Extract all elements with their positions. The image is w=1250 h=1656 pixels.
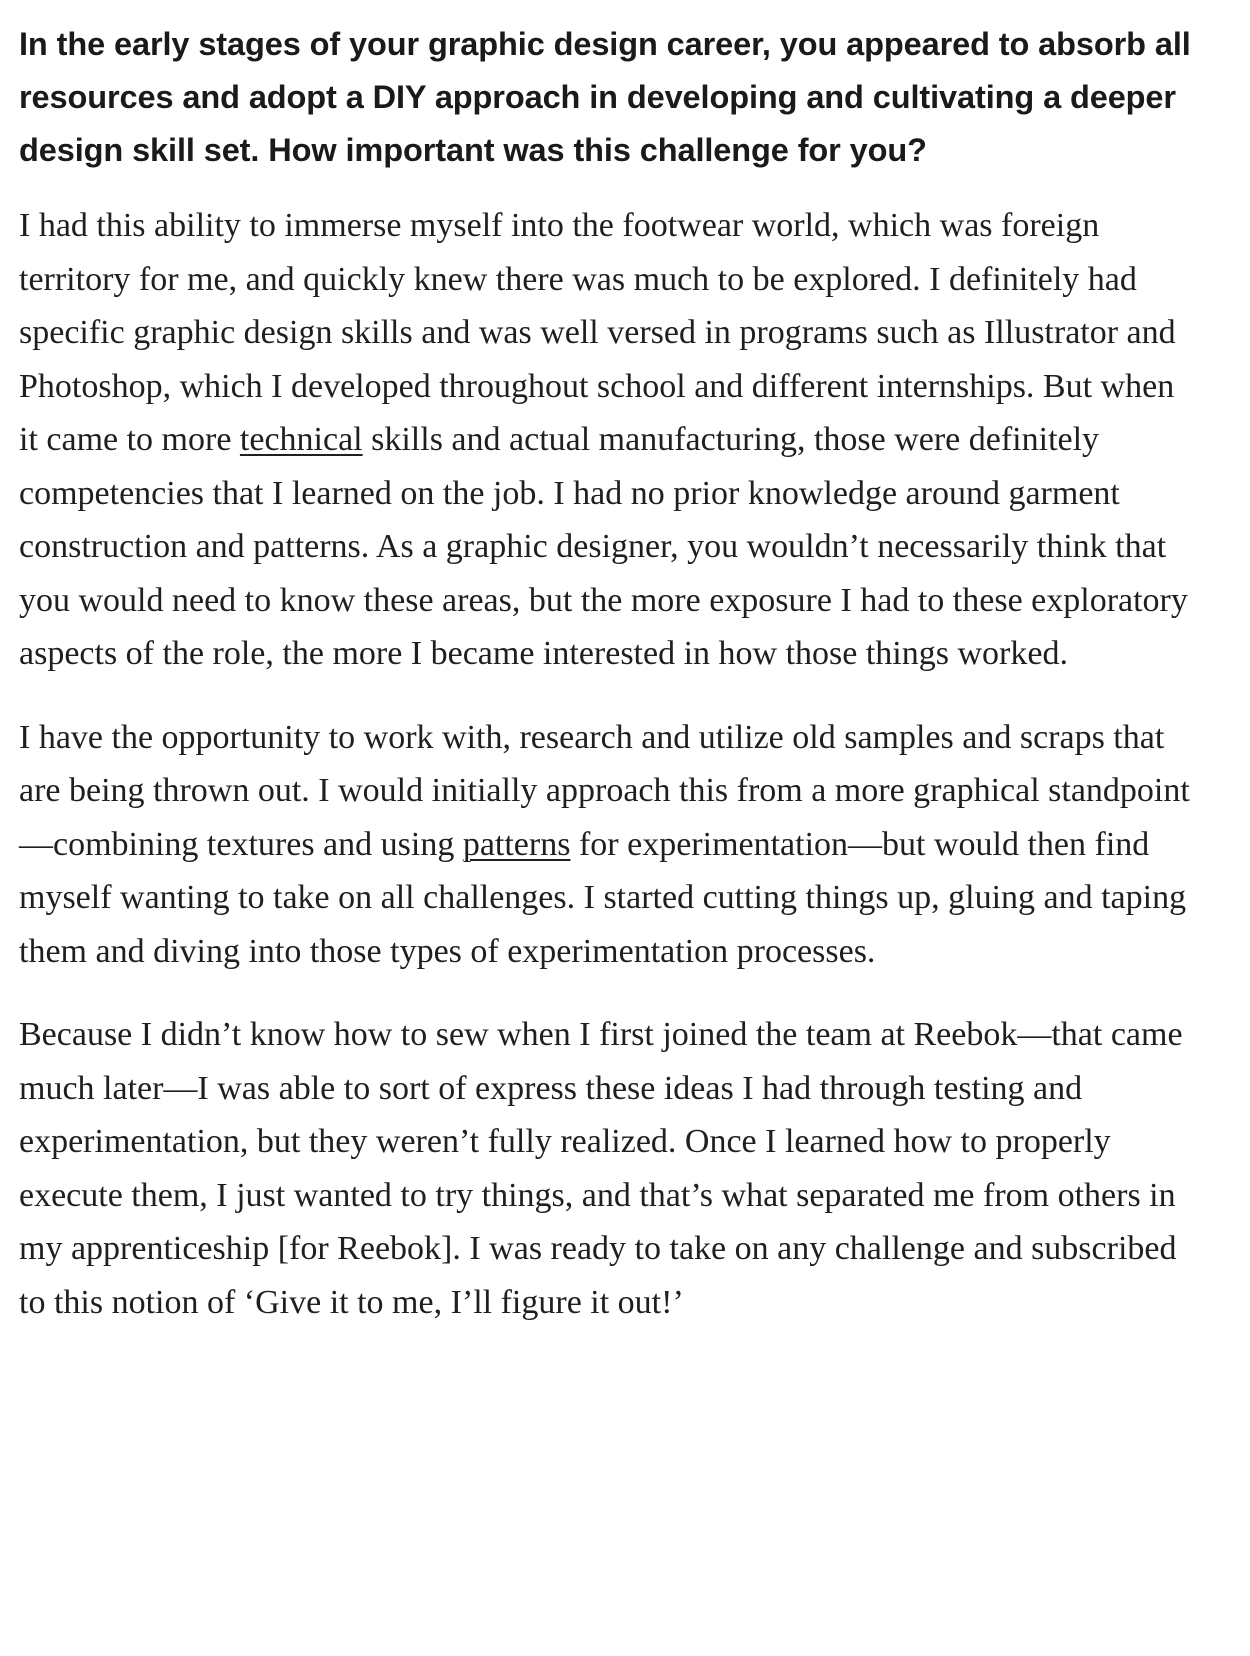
paragraph-text: I had this ability to immerse myself into the footwear world, which was foreign territory for me, and quickly knew there was much to be explored. I definitely had specific graphic design skills and was well versed in programs such as Illustrator and Photoshop, which I developed throughout school and different internships. But when it came to more [19, 207, 1176, 458]
answer-paragraph [19, 1008, 1199, 1329]
interview-question: In the early stages of your graphic design career, you appeared to absorb all resources and adopt a DIY approach in developing and cultivating a deeper design skill set. How important was this challenge for you? [19, 26, 1191, 168]
technical-link[interactable]: technical [239, 421, 363, 458]
paragraph-text: I have the opportunity to work with, research and utilize old samples and scraps that are being thrown out. I would initially approach this from a more graphical standpoint—combining textures and using [19, 718, 1190, 863]
paragraph-text: Because I didn’t know how to sew when I first joined the team at Reebok—that came much later—I was able to sort of express these ideas I had through testing and experimentation, but they weren’t fully realized. Once I learned how to properly execute them, I just wanted to try things, and that’s what separated me from others in my apprenticeship [for Reebok]. I was ready to take on any challenge and subscribed to this notion of ‘Give it to me, I’ll figure it out!’ [19, 1016, 1183, 1321]
answer-paragraph [19, 711, 1199, 979]
paragraph-text: for experimentation—but would then find myself wanting to take on all challenges. I started cutting things up, gluing and taping them and diving into those types of experimentation processes. [19, 825, 1187, 970]
answer-paragraph [19, 199, 1199, 681]
article-body [19, 18, 1199, 1359]
paragraph-text: skills and actual manufacturing, those were definitely competencies that I learned on the job. I had no prior knowledge around garment construction and patterns. As a graphic designer, you wouldn’t necessarily think that you would need to know these areas, but the more exposure I had to these exploratory aspects of the role, the more I became interested in how those things worked. [19, 421, 1188, 672]
patterns-link[interactable]: patterns [462, 825, 571, 863]
